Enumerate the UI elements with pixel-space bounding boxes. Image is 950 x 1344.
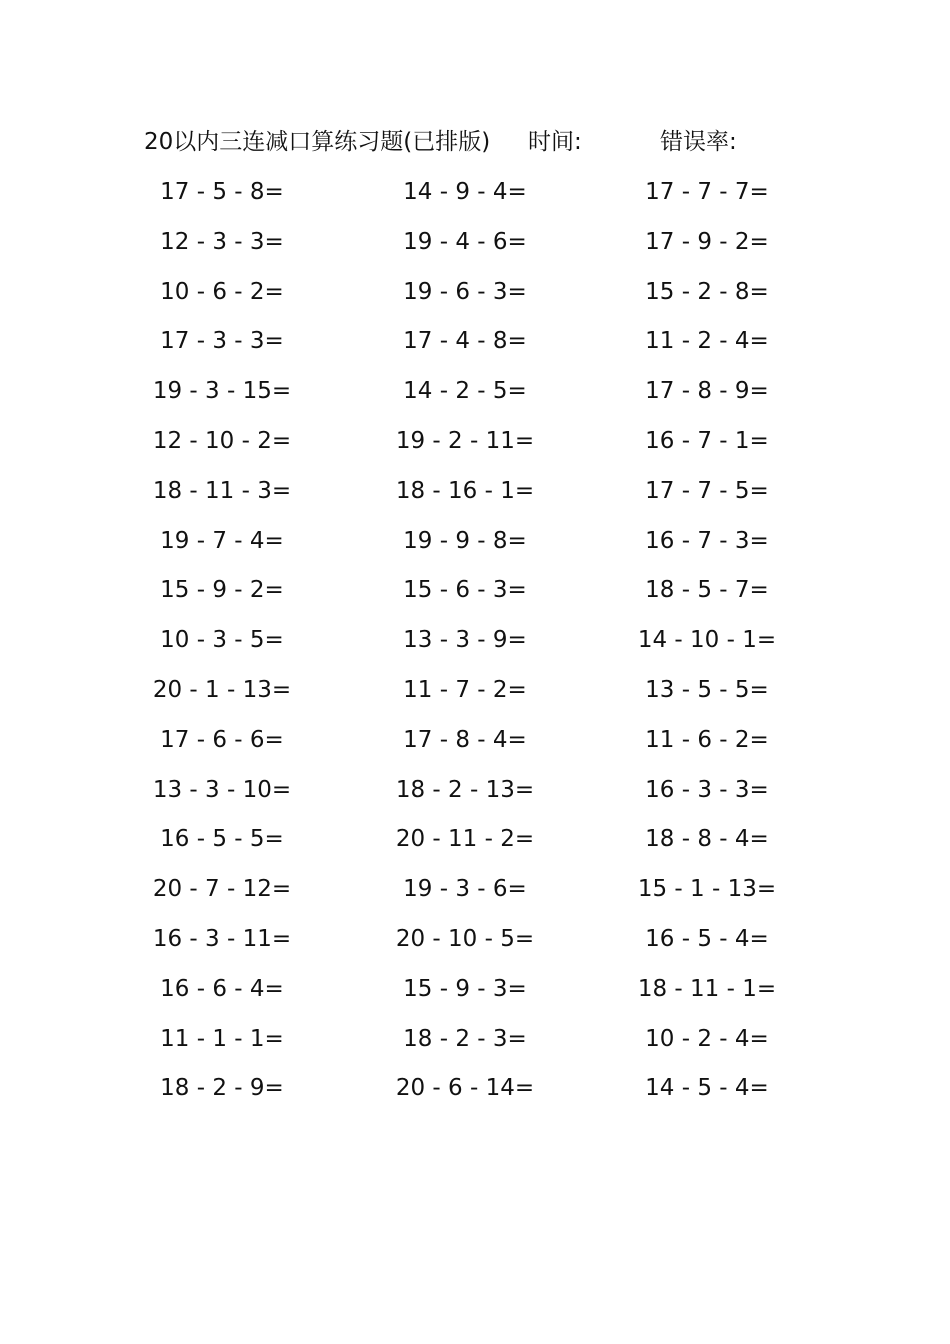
problem-item: 19 - 9 - 8= <box>403 527 527 554</box>
problem-item: 16 - 6 - 4= <box>160 975 284 1002</box>
problem-item: 19 - 7 - 4= <box>160 527 284 554</box>
problem-item: 14 - 9 - 4= <box>403 179 527 205</box>
problem-item: 16 - 5 - 4= <box>645 925 769 952</box>
problem-item: 10 - 2 - 4= <box>645 1025 769 1052</box>
problem-item: 16 - 3 - 3= <box>645 776 769 803</box>
problem-row <box>0 272 950 322</box>
problem-item: 17 - 8 - 9= <box>645 378 769 405</box>
problem-item: 17 - 4 - 8= <box>403 328 527 355</box>
problem-item: 17 - 6 - 6= <box>160 726 284 753</box>
problem-item: 16 - 7 - 1= <box>645 427 769 454</box>
problem-row <box>0 471 950 521</box>
problem-item: 10 - 6 - 2= <box>160 278 284 305</box>
problem-item: 17 - 7 - 7= <box>645 179 769 205</box>
problem-item: 19 - 4 - 6= <box>403 228 527 255</box>
problem-item: 15 - 9 - 2= <box>160 577 284 604</box>
problem-item: 12 - 3 - 3= <box>160 228 284 255</box>
problem-item: 12 - 10 - 2= <box>152 427 292 454</box>
problem-item: 11 - 6 - 2= <box>645 726 769 753</box>
problem-row <box>0 521 950 571</box>
problem-item: 19 - 6 - 3= <box>403 278 527 305</box>
problem-item: 15 - 1 - 13= <box>637 876 777 903</box>
problem-row <box>0 770 950 820</box>
problem-item: 11 - 7 - 2= <box>403 676 527 703</box>
time-label: 时间: <box>528 129 582 155</box>
problem-item: 17 - 9 - 2= <box>645 228 769 255</box>
problem-item: 18 - 11 - 3= <box>152 477 292 504</box>
problem-item: 20 - 7 - 12= <box>152 876 292 903</box>
problem-row <box>0 1068 950 1118</box>
problem-item: 18 - 8 - 4= <box>645 826 769 853</box>
problem-item: 11 - 1 - 1= <box>160 1025 284 1052</box>
problem-item: 20 - 6 - 14= <box>395 1075 535 1102</box>
problem-item: 13 - 5 - 5= <box>645 676 769 703</box>
problem-row <box>0 321 950 371</box>
problem-row <box>0 570 950 620</box>
problem-item: 13 - 3 - 10= <box>152 776 292 803</box>
problem-item: 18 - 2 - 3= <box>403 1025 527 1052</box>
problem-row <box>0 371 950 421</box>
problem-row <box>0 720 950 770</box>
problem-item: 10 - 3 - 5= <box>160 627 284 654</box>
problem-item: 20 - 10 - 5= <box>395 925 535 952</box>
problem-item: 18 - 5 - 7= <box>645 577 769 604</box>
worksheet-title: 20以内三连减口算练习题(已排版) <box>144 129 491 155</box>
problem-item: 19 - 3 - 6= <box>403 876 527 903</box>
problem-item: 13 - 3 - 9= <box>403 627 527 654</box>
problem-item: 17 - 7 - 5= <box>645 477 769 504</box>
problem-item: 14 - 10 - 1= <box>637 627 777 654</box>
worksheet-header <box>144 124 844 160</box>
problem-row <box>0 819 950 869</box>
problem-grid <box>0 172 950 1118</box>
problem-item: 15 - 6 - 3= <box>403 577 527 604</box>
problem-item: 15 - 2 - 8= <box>645 278 769 305</box>
problem-row <box>0 222 950 272</box>
problem-row <box>0 421 950 471</box>
problem-item: 19 - 3 - 15= <box>152 378 292 405</box>
problem-item: 17 - 3 - 3= <box>160 328 284 355</box>
problem-row <box>0 1019 950 1069</box>
problem-row <box>0 172 950 222</box>
problem-item: 16 - 5 - 5= <box>160 826 284 853</box>
problem-row <box>0 620 950 670</box>
problem-item: 14 - 5 - 4= <box>645 1075 769 1102</box>
problem-item: 18 - 16 - 1= <box>395 477 535 504</box>
problem-item: 20 - 1 - 13= <box>152 676 292 703</box>
problem-item: 14 - 2 - 5= <box>403 378 527 405</box>
error-rate-label: 错误率: <box>660 129 737 155</box>
problem-item: 18 - 2 - 13= <box>395 776 535 803</box>
problem-row <box>0 919 950 969</box>
problem-row <box>0 670 950 720</box>
problem-row <box>0 969 950 1019</box>
problem-item: 11 - 2 - 4= <box>645 328 769 355</box>
problem-item: 18 - 11 - 1= <box>637 975 777 1002</box>
problem-item: 18 - 2 - 9= <box>160 1075 284 1102</box>
problem-item: 20 - 11 - 2= <box>395 826 535 853</box>
problem-item: 16 - 3 - 11= <box>152 925 292 952</box>
problem-item: 19 - 2 - 11= <box>395 427 535 454</box>
problem-item: 16 - 7 - 3= <box>645 527 769 554</box>
problem-item: 17 - 5 - 8= <box>160 179 284 205</box>
problem-row <box>0 869 950 919</box>
problem-item: 15 - 9 - 3= <box>403 975 527 1002</box>
problem-item: 17 - 8 - 4= <box>403 726 527 753</box>
